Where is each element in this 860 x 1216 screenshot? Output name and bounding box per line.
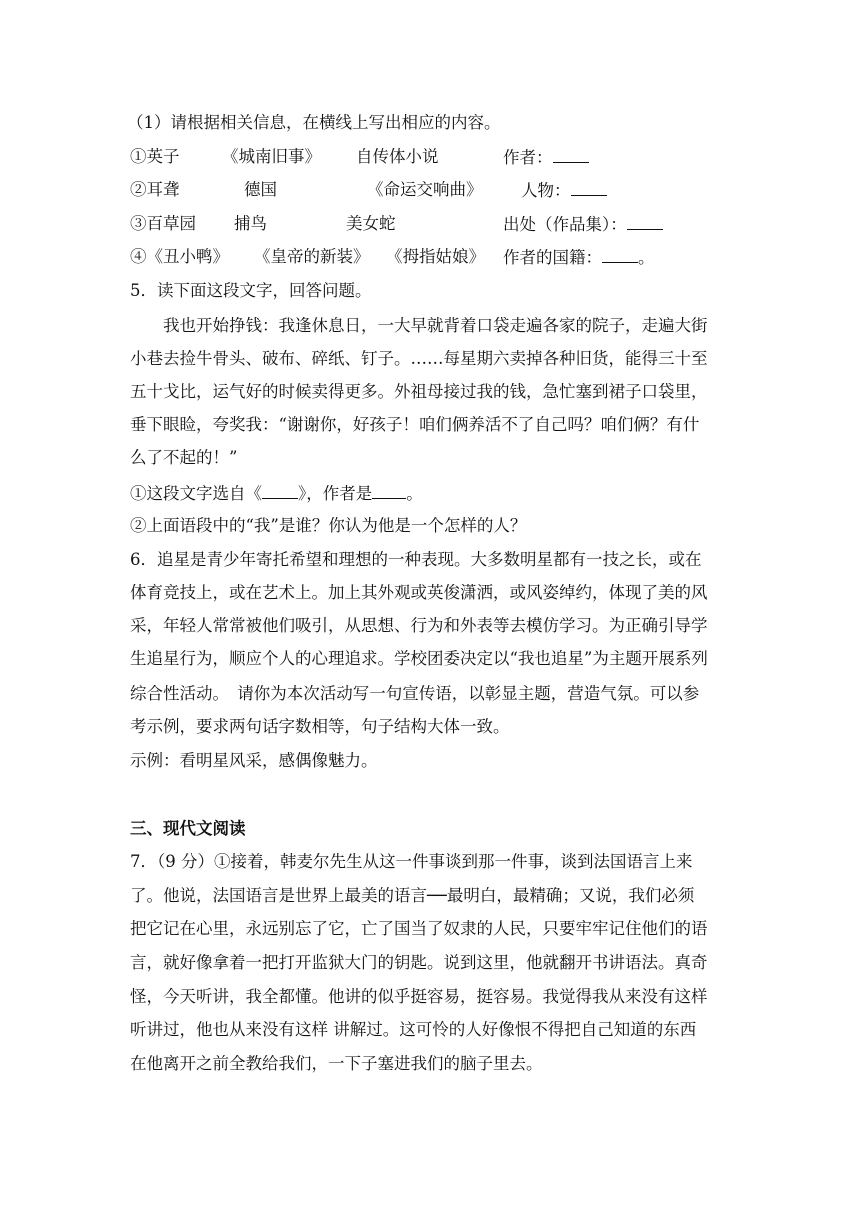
answer-blank[interactable]	[262, 482, 298, 499]
q6-line: 综合性活动。 请你为本次活动写一句宣传语，以彰显主题，营造气氛。可以参	[130, 684, 700, 703]
answer-blank[interactable]	[602, 246, 638, 263]
q5-passage-line: 五十戈比，运气好的时候卖得更多。外祖母接过我的钱，急忙塞到裙子口袋里，	[130, 382, 708, 401]
q7-line: 听讲过，他也从来没有这样 讲解过。这可怜的人好像恨不得把自己知道的东西	[130, 1020, 697, 1039]
q5-passage-line: 我也开始挣钱：我逢休息日，一大早就背着口袋走遍各家的院子，走遍大街	[163, 316, 708, 335]
q4-row-3-col1: ③百草园	[130, 214, 196, 233]
q4-row-4-col3: 《拇指姑娘》	[386, 247, 485, 266]
q4-row-3-col3: 美女蛇	[346, 214, 396, 233]
q7-line: 在他离开之前全教给我们，一下子塞进我们的脑子里去。	[130, 1054, 543, 1073]
q5-passage-line: 垂下眼睑，夸奖我：“谢谢你，好孩子！咱们俩养活不了自己吗？咱们俩？有什	[130, 415, 700, 434]
q5-sub1-part-b: 》，作者是	[298, 484, 373, 503]
q5-sub2: ②上面语段中的“我”是谁？你认为他是一个怎样的人？	[130, 516, 527, 535]
q4-row-2-col2: 德国	[244, 180, 277, 199]
section-heading: 三、现代文阅读	[130, 819, 246, 838]
answer-blank[interactable]	[372, 482, 406, 499]
q4-row-3-col2: 捕鸟	[234, 214, 267, 233]
q5-sub1-part-c: 。	[406, 484, 423, 503]
q7-line: 把它记在心里，永远别忘了它，亡了国当了奴隶的人民，只要牢牢记住他们的语	[130, 919, 708, 938]
q4-row-1-col1: ①英子	[130, 147, 180, 166]
q5-passage-line: 么了不起的！”	[130, 448, 238, 467]
q5-sub1-part-a: ①这段文字选自《	[130, 484, 262, 503]
q5-sub1	[130, 482, 423, 505]
q6-line: 6．追星是青少年寄托希望和理想的一种表现。大多数明星都有一技之长，或在	[130, 550, 702, 569]
q4-row-1-col4: 作者：	[503, 148, 553, 167]
q6-line: 体育竞技上，或在艺术上。加上其外观或英俊潇洒，或风姿绰约，体现了美的风	[130, 583, 708, 602]
q6-line: 考示例，要求两句话字数相等，句子结构大体一致。	[130, 717, 510, 736]
q4-row-2-col4: 人物：	[521, 181, 571, 200]
answer-blank[interactable]	[553, 146, 589, 163]
q4-row-4-col4: 作者的国籍：	[503, 248, 602, 267]
q6-example: 示例：看明星风采，感偶像魅力。	[130, 751, 378, 770]
answer-blank[interactable]	[627, 213, 663, 230]
q4-row-4-end: 。	[638, 248, 655, 267]
q4-row-2-col1: ②耳聋	[130, 180, 180, 199]
answer-blank[interactable]	[571, 179, 607, 196]
q4-intro: （1）请根据相关信息，在横线上写出相应的内容。	[127, 113, 501, 132]
q4-row-1-col3: 自传体小说	[356, 147, 439, 166]
q5-passage-line: 小巷去捡牛骨头、破布、碎纸、钉子。……每星期六卖掉各种旧货，能得三十至	[130, 349, 708, 368]
q7-line: 言，就好像拿着一把打开监狱大门的钥匙。说到这里，他就翻开书讲语法。真奇	[130, 953, 708, 972]
q4-row-3-col4: 出处（作品集）：	[503, 215, 627, 234]
q7-line: 7．（9 分）①接着，韩麦尔先生从这一件事谈到那一件事，谈到法国语言上来	[130, 852, 693, 871]
q7-line: 了。他说，法国语言是世界上最美的语言──最明白，最精确；又说，我们必须	[130, 886, 695, 905]
q6-line: 生追星行为，顺应个人的心理追求。学校团委决定以“我也追星”为主题开展系列	[130, 649, 708, 668]
q7-line: 怪，今天听讲，我全都懂。他讲的似乎挺容易，挺容易。我觉得我从来没有这样	[130, 987, 708, 1006]
q4-row-4-col2: 《皇帝的新装》	[254, 247, 370, 266]
q4-row-4-col1: ④《丑小鸭》	[130, 247, 229, 266]
q5-title: 5．读下面这段文字，回答问题。	[130, 281, 372, 300]
q4-row-2-col3: 《命运交响曲》	[367, 180, 483, 199]
q4-row-1-col2: 《城南旧事》	[222, 147, 321, 166]
q6-line: 采，年轻人常常被他们吸引，从思想、行为和外表等去模仿学习。为正确引导学	[130, 616, 708, 635]
